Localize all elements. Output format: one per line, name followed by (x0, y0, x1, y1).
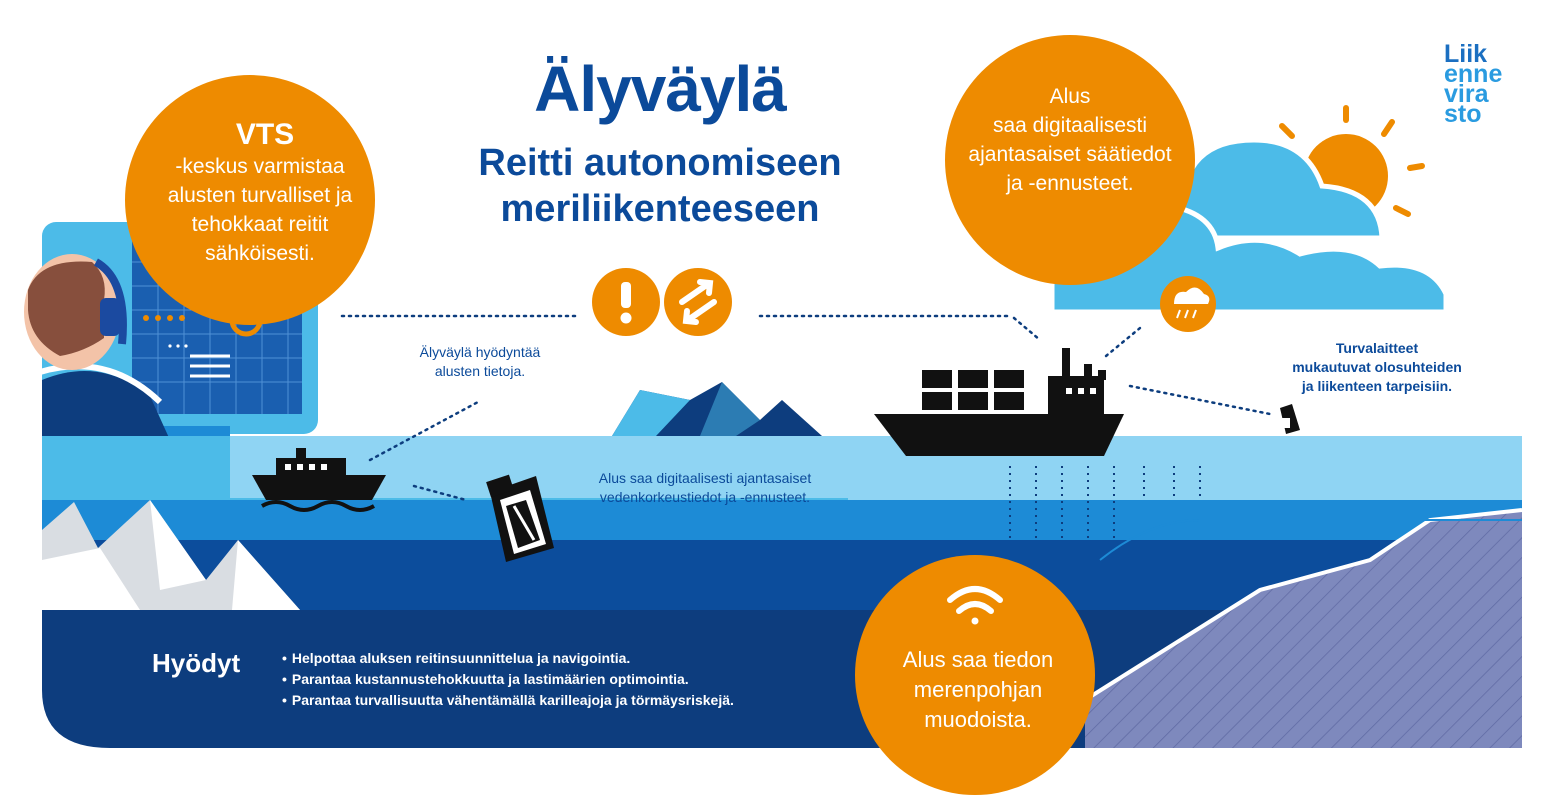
vts-description (130, 152, 390, 268)
vts-heading: VTS (235, 118, 295, 151)
logo-line-4: sto (1444, 100, 1482, 128)
buoy-note-line-2: mukautuvat olosuhteiden (1292, 359, 1462, 375)
benefits-list (282, 648, 734, 711)
weather-description (935, 82, 1205, 198)
vts-line-4: sähköisesti. (205, 242, 315, 265)
sea-note-line-2: vedenkorkeustiedot ja -ennusteet. (599, 489, 811, 505)
uses-note-line-1: Älyväylä hyödyntää (419, 344, 541, 360)
benefit-item: • Helpottaa aluksen reitinsuunnittelua ja navigointia. (282, 648, 734, 669)
uses-note-line-2: alusten tietoja. (434, 363, 526, 379)
benefit-item: • Parantaa kustannustehokkuutta ja lastimäärien optimointia. (282, 669, 734, 690)
page-title: Älyväylä (534, 53, 786, 125)
seabed-line-3: muodoista. (924, 707, 1032, 732)
sea-note-line-1: Alus saa digitaalisesti ajantasaiset (598, 470, 812, 486)
weather-line-3: ajantasaiset säätiedot (968, 143, 1172, 166)
benefits-heading: Hyödyt (152, 648, 241, 678)
logo-line-2: enne (1444, 60, 1503, 88)
uses-data-note (380, 343, 580, 381)
subtitle-line-1: Reitti autonomiseen (478, 142, 842, 184)
liikennevirasto-logo (1444, 40, 1503, 128)
weather-line-1: Alus (1049, 85, 1091, 108)
seabed-description (868, 645, 1088, 735)
subtitle-line-2: meriliikenteeseen (500, 188, 820, 230)
warning-icon (592, 268, 660, 336)
weather-line-4: ja -ennusteet. (1006, 172, 1134, 195)
water-level-note (540, 469, 870, 507)
vts-line-2: alusten turvalliset ja (167, 184, 353, 207)
safety-devices-note (1262, 339, 1492, 396)
seabed-line-1: Alus saa tiedon (902, 647, 1054, 672)
rain-cloud-icon (1160, 276, 1216, 332)
buoy-note-line-1: Turvalaitteet (1335, 340, 1419, 356)
weather-line-2: saa digitaalisesti (992, 114, 1148, 137)
logo-line-1: Liik (1444, 40, 1488, 68)
page-subtitle (420, 140, 900, 232)
benefit-item: • Parantaa turvallisuutta vähentämällä karilleajoja ja törmäysriskejä. (282, 690, 734, 711)
seabed-line-2: merenpohjan (913, 677, 1043, 702)
buoy-note-line-3: ja liikenteen tarpeisiin. (1301, 378, 1453, 394)
vts-line-3: tehokkaat reitit (191, 213, 329, 236)
logo-line-3: vira (1444, 80, 1489, 108)
exchange-icon (664, 268, 732, 336)
vts-line-1: -keskus varmistaa (175, 155, 345, 178)
buoy-small (1280, 404, 1300, 434)
